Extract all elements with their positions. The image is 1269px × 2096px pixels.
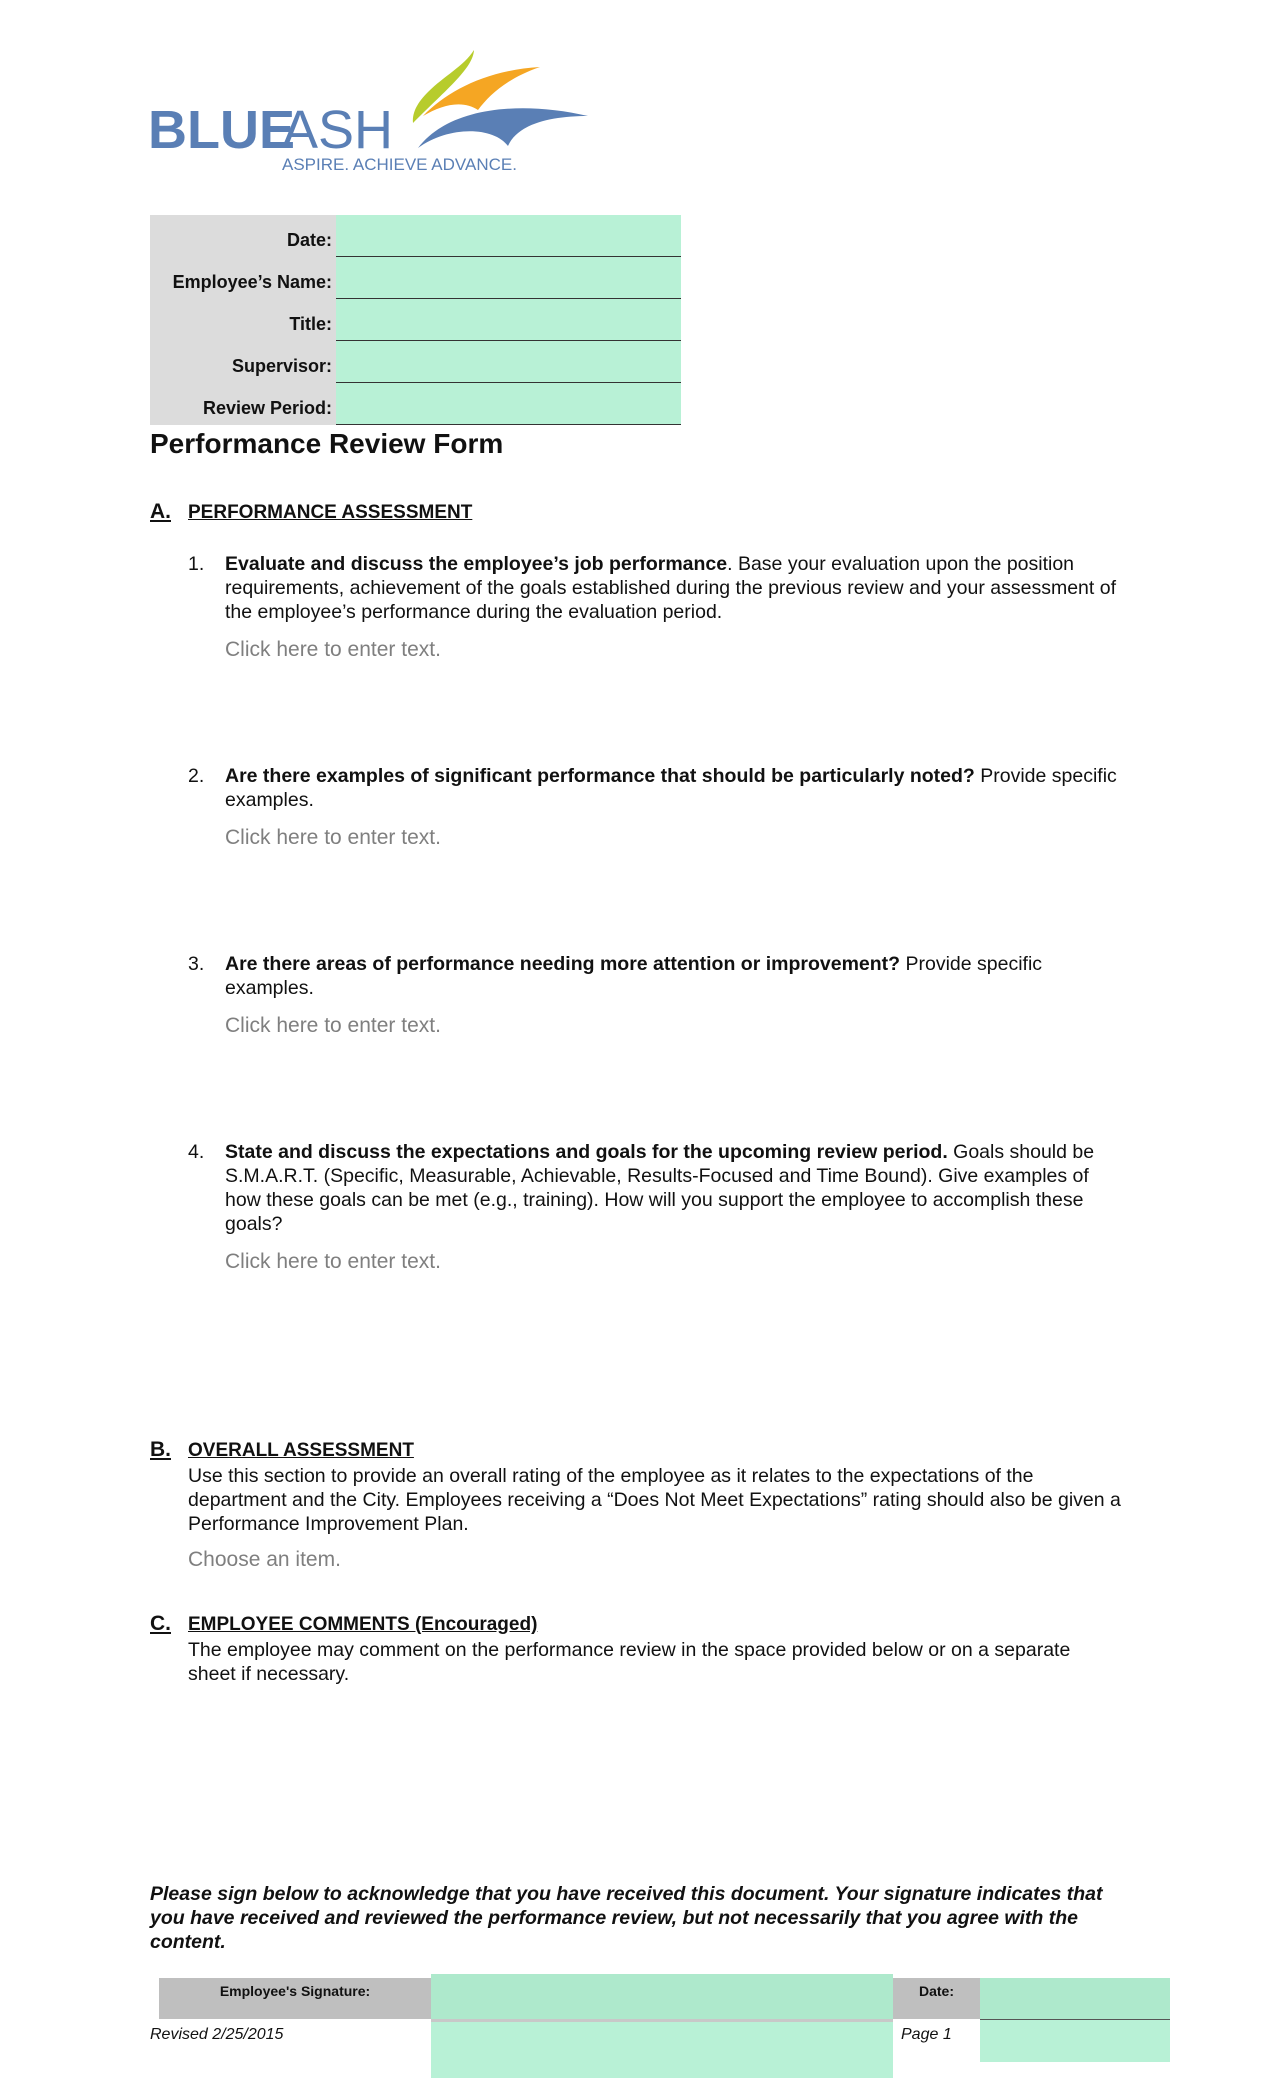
supervisor-label: Supervisor: [150,341,336,383]
employee-name-label: Employee’s Name: [150,257,336,299]
question-2-bold: Are there examples of significant performance that should be particularly noted? [225,765,975,787]
question-3-bold: Are there areas of performance needing more attention or improvement? [225,953,901,975]
signature-field-extension[interactable] [431,2022,893,2078]
supervisor-field[interactable] [336,341,681,383]
info-row-review-period [150,383,681,425]
acknowledgement-text: Please sign below to acknowledge that you have received this document. Your signature indicates that you have received and reviewed the performance review, but not necessarily that you agree with the content. [150,1883,1103,1953]
section-a-letter: A. [150,500,171,523]
question-1-bold: Evaluate and discuss the employee’s job performance [225,553,728,575]
logo-tagline: ASPIRE. ACHIEVE ADVANCE. [282,155,517,174]
section-c-text: The employee may comment on the performance review in the space provided below or on a separate sheet if necessary. [188,1639,1071,1685]
section-b-title: OVERALL ASSESSMENT [188,1440,414,1461]
question-1-answer-input[interactable]: Click here to enter text. [225,638,441,661]
info-row-employee-name [150,257,681,299]
info-row-supervisor [150,341,681,383]
section-c-title: EMPLOYEE COMMENTS (Encouraged) [188,1614,538,1635]
section-a-title: PERFORMANCE ASSESSMENT [188,502,473,523]
date-label: Date: [150,215,336,257]
question-3-answer-input[interactable]: Click here to enter text. [225,1014,441,1037]
question-1 [188,552,1128,624]
question-3-number: 3. [188,953,205,975]
question-3-text: Provide specific examples. [225,953,1043,999]
section-b-letter: B. [150,1438,171,1461]
signature-date-field[interactable] [980,1978,1170,2020]
question-2-text: Provide specific examples. [225,765,1117,811]
section-c-heading [150,1612,537,1636]
date-signature-label: Date: [893,1978,980,2019]
blue-ash-logo [148,48,598,178]
question-4 [188,1140,1128,1236]
logo-brand-ash: ASH [282,100,394,160]
title-label: Title: [150,299,336,341]
page-number: Page 1 [901,2026,952,2043]
employee-signature-field[interactable] [431,1974,893,2019]
date-field[interactable] [336,215,681,257]
employee-info-table [150,215,681,425]
logo-blue-swoosh [418,108,588,148]
section-c-letter: C. [150,1612,171,1635]
question-2-number: 2. [188,765,205,787]
employee-comments-area[interactable] [188,1690,1128,1860]
title-field[interactable] [336,299,681,341]
question-3 [188,952,1128,1000]
overall-rating-dropdown[interactable]: Choose an item. [188,1548,341,1571]
question-2 [188,764,1128,812]
logo-brand-blue: BLUE [148,100,295,160]
question-4-number: 4. [188,1141,205,1163]
info-row-date [150,215,681,257]
info-row-title [150,299,681,341]
question-1-number: 1. [188,553,205,575]
signature-date-field-extension[interactable] [980,2020,1170,2062]
section-a-heading [150,500,472,524]
question-4-bold: State and discuss the expectations and goals for the upcoming review period. [225,1141,948,1163]
question-2-answer-input[interactable]: Click here to enter text. [225,826,441,849]
employee-signature-label: Employee's Signature: [159,1978,431,2019]
question-1-text: . Base your evaluation upon the position requirements, achievement of the goals established during the previous review and your assessment of the employee’s performance during the evaluation period. [225,553,1116,623]
revised-date: Revised 2/25/2015 [150,2026,284,2043]
question-4-answer-input[interactable]: Click here to enter text. [225,1250,441,1273]
review-period-field[interactable] [336,383,681,425]
page-title: Performance Review Form [150,428,504,459]
section-b-heading [150,1438,414,1462]
review-period-label: Review Period: [150,383,336,425]
section-b-text: Use this section to provide an overall rating of the employee as it relates to the expectations of the department and the City. Employees receiving a “Does Not Meet Expectations” rating should also be given a Performance Improvement Plan. [188,1465,1121,1535]
question-4-text: Goals should be S.M.A.R.T. (Specific, Measurable, Achievable, Results-Focused and Time Bound). Give examples of how these goals can be met (e.g., training). How will you support the employee to accomplish these goals? [225,1141,1095,1235]
employee-name-field[interactable] [336,257,681,299]
